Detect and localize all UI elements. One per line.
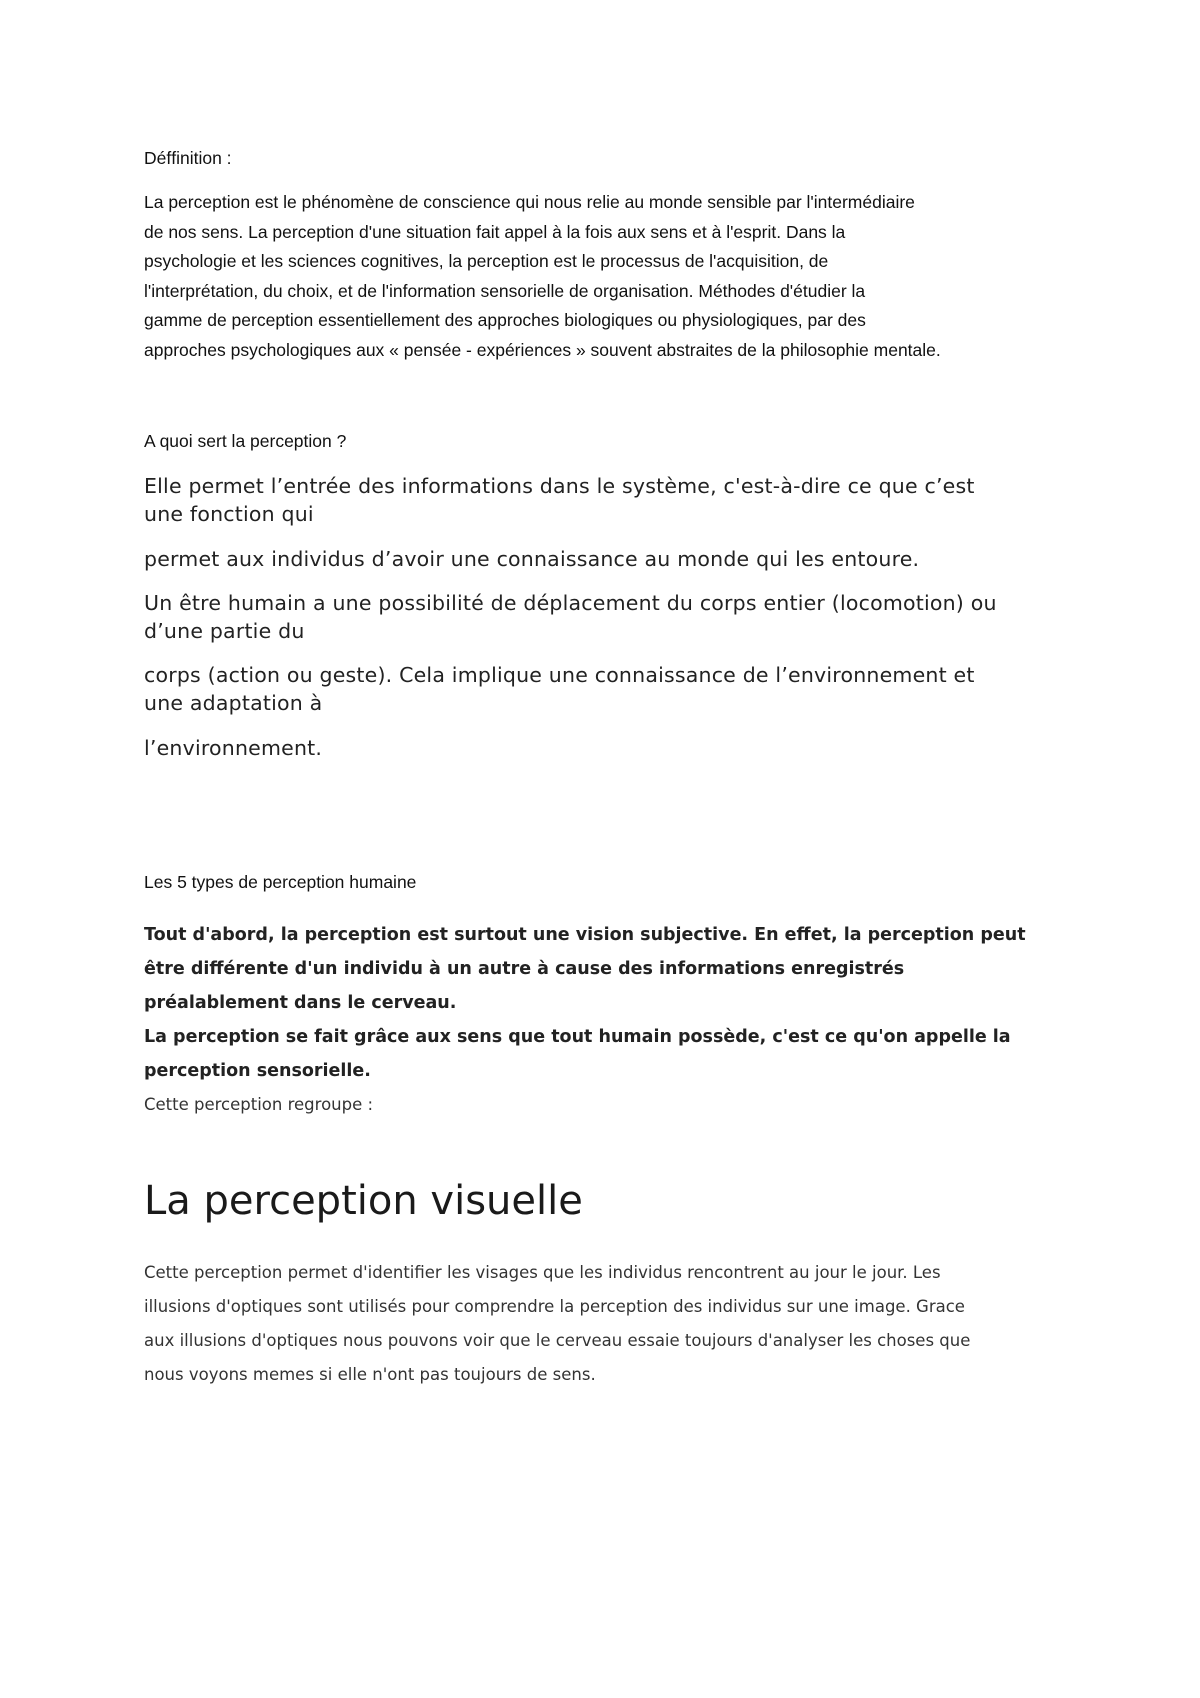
types-bold-line: La perception se fait grâce aux sens que tout humain possède, c'est ce qu'on appelle la [144, 1027, 1011, 1047]
types-bold-line: préalablement dans le cerveau. [144, 993, 457, 1013]
purpose-paragraph-2 [144, 545, 1074, 573]
definition-line: La perception est le phénomène de conscience qui nous relie au monde sensible par l'intermédiaire [144, 192, 915, 212]
purpose-paragraph-3 [144, 589, 1074, 645]
purpose-line: corps (action ou geste). Cela implique une connaissance de l’environnement et [144, 663, 975, 687]
purpose-paragraph-1 [144, 472, 1074, 528]
purpose-line: l’environnement. [144, 736, 323, 760]
purpose-line: d’une partie du [144, 619, 305, 643]
types-title: Les 5 types de perception humaine [144, 872, 417, 892]
types-bold-paragraph [144, 918, 1074, 1088]
types-bold-line: Tout d'abord, la perception est surtout une vision subjective. En effet, la perception peut [144, 925, 1026, 945]
purpose-line: Elle permet l’entrée des informations dans le système, c'est-à-dire ce que c’est [144, 474, 975, 498]
visual-paragraph [144, 1256, 1074, 1392]
purpose-line: une adaptation à [144, 691, 323, 715]
purpose-paragraph-5 [144, 734, 1074, 762]
types-regroupe: Cette perception regroupe : [144, 1095, 374, 1114]
visual-line: Cette perception permet d'identifier les visages que les individus rencontrent au jour le jour. Les [144, 1263, 941, 1282]
definition-line: psychologie et les sciences cognitives, la perception est le processus de l'acquisition, de [144, 251, 829, 271]
types-bold-line: être différente d'un individu à un autre à cause des informations enregistrés [144, 959, 905, 979]
visual-line: nous voyons memes si elle n'ont pas toujours de sens. [144, 1365, 596, 1384]
purpose-line: une fonction qui [144, 502, 314, 526]
definition-line: l'interprétation, du choix, et de l'information sensorielle de organisation. Méthodes d'étudier la [144, 280, 866, 301]
purpose-line: Un être humain a une possibilité de déplacement du corps entier (locomotion) ou [144, 591, 997, 615]
visual-line: illusions d'optiques sont utilisés pour comprendre la perception des individus sur une image. Grace [144, 1297, 965, 1316]
definition-title: Défﬁnition : [144, 148, 232, 168]
purpose-line: permet aux individus d’avoir une connaissance au monde qui les entoure. [144, 547, 920, 571]
purpose-title: A quoi sert la perception ? [144, 431, 347, 451]
section-heading-visual: La perception visuelle [144, 1178, 583, 1224]
types-bold-line: perception sensorielle. [144, 1061, 371, 1081]
visual-line: aux illusions d'optiques nous pouvons voir que le cerveau essaie toujours d'analyser les choses que [144, 1331, 971, 1350]
definition-paragraph [144, 188, 1074, 365]
definition-line: approches psychologiques aux « pensée - expériences » souvent abstraites de la philosophie mentale. [144, 339, 941, 360]
definition-line: de nos sens. La perception d'une situation fait appel à la fois aux sens et à l'esprit. Dans la [144, 221, 846, 242]
definition-line: gamme de perception essentiellement des approches biologiques ou physiologiques, par des [144, 310, 866, 330]
purpose-paragraph-4 [144, 661, 1074, 717]
